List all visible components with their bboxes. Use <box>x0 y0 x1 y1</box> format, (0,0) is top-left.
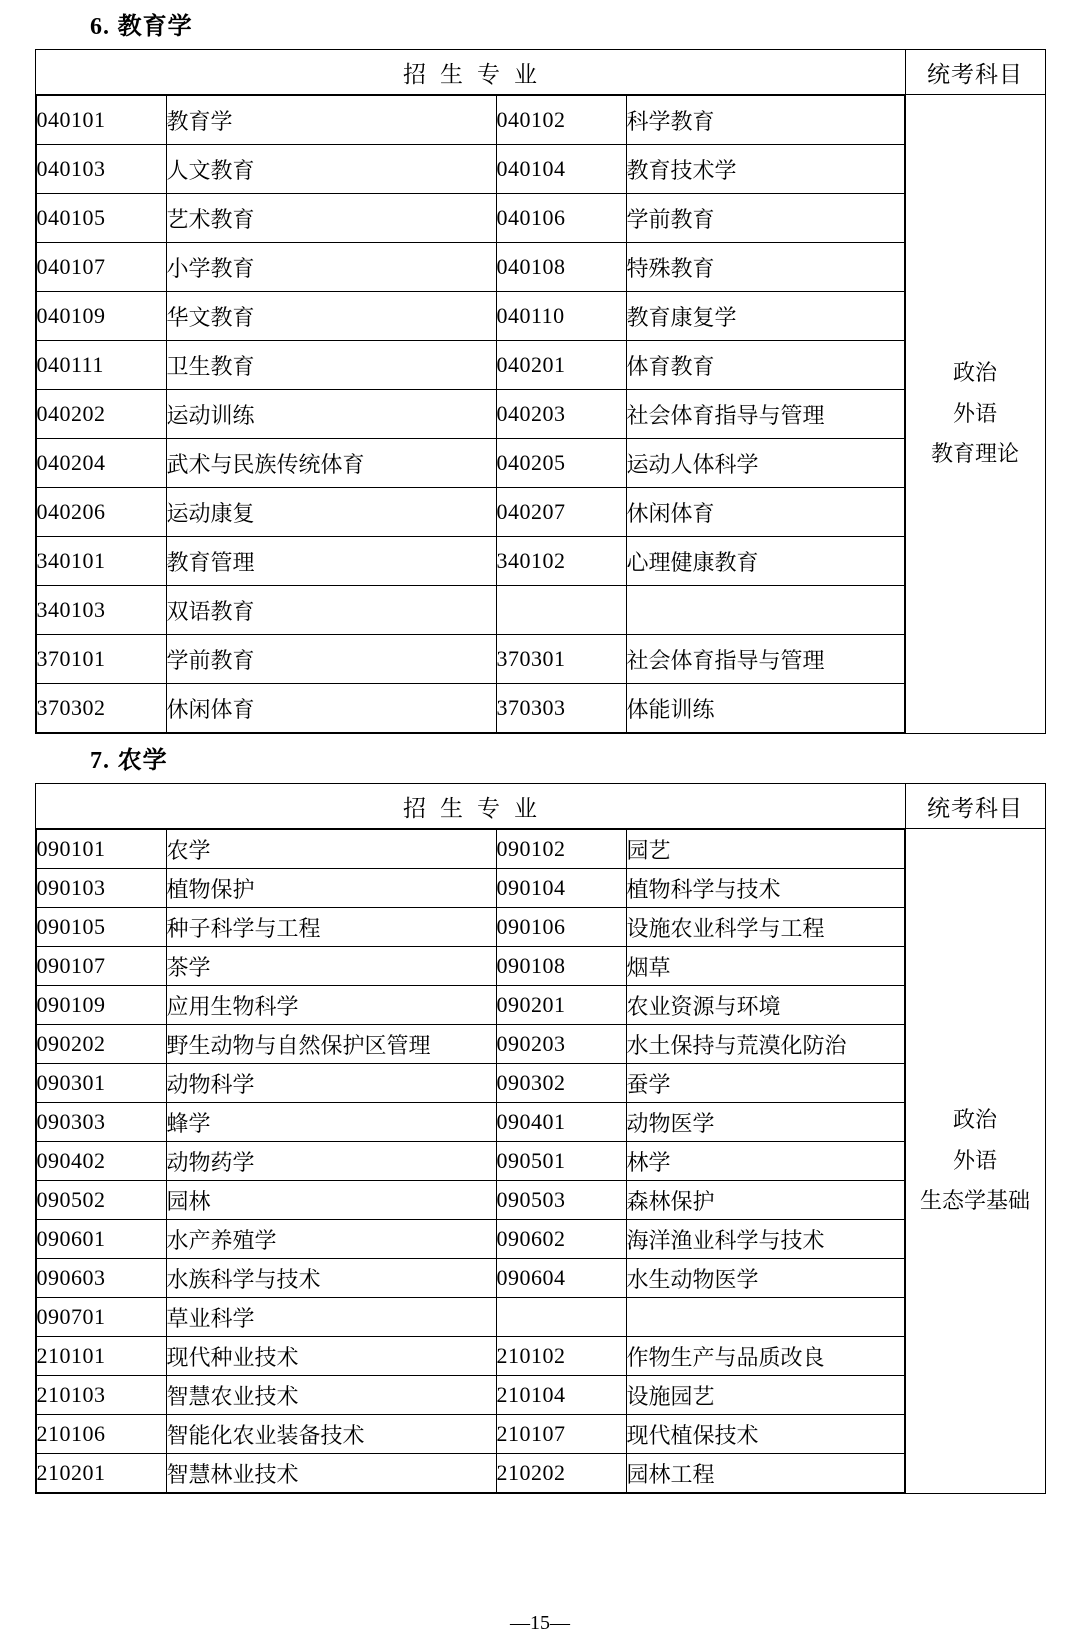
table-row <box>36 145 904 194</box>
major-code: 040105 <box>36 194 166 243</box>
section-heading-agriculture <box>18 734 1062 783</box>
major-code: 090602 <box>496 1220 626 1259</box>
major-code: 040106 <box>496 194 626 243</box>
major-name: 园艺 <box>626 830 904 869</box>
major-name: 人文教育 <box>166 145 496 194</box>
major-code: 090301 <box>36 1064 166 1103</box>
table-row <box>36 488 904 537</box>
table-row <box>36 537 904 586</box>
major-code: 090603 <box>36 1259 166 1298</box>
major-code: 040201 <box>496 341 626 390</box>
table-row <box>36 292 904 341</box>
major-code: 090202 <box>36 1025 166 1064</box>
major-name: 种子科学与工程 <box>166 908 496 947</box>
section-heading-education <box>18 0 1062 49</box>
table-row <box>36 243 904 292</box>
major-code: 210102 <box>496 1337 626 1376</box>
table-row <box>36 341 904 390</box>
major-name: 教育管理 <box>166 537 496 586</box>
major-code: 090401 <box>496 1103 626 1142</box>
subject-item: 政治 <box>952 1106 997 1132</box>
major-code: 090106 <box>496 908 626 947</box>
major-name: 学前教育 <box>166 635 496 684</box>
subject-cell <box>905 95 1045 734</box>
major-code: 090108 <box>496 947 626 986</box>
major-name: 智能化农业装备技术 <box>166 1415 496 1454</box>
major-code: 210101 <box>36 1337 166 1376</box>
major-name: 休闲体育 <box>626 488 904 537</box>
major-code: 040104 <box>496 145 626 194</box>
major-name: 海洋渔业科学与技术 <box>626 1220 904 1259</box>
major-name: 特殊教育 <box>626 243 904 292</box>
major-code: 340102 <box>496 537 626 586</box>
major-name: 作物生产与品质改良 <box>626 1337 904 1376</box>
major-code <box>496 1298 626 1337</box>
major-name: 烟草 <box>626 947 904 986</box>
major-name: 双语教育 <box>166 586 496 635</box>
table-row <box>36 96 904 145</box>
major-code: 210106 <box>36 1415 166 1454</box>
major-name: 智慧农业技术 <box>166 1376 496 1415</box>
major-code: 090501 <box>496 1142 626 1181</box>
header-majors: 招生专业 <box>35 50 905 95</box>
major-code: 340101 <box>36 537 166 586</box>
major-code: 040103 <box>36 145 166 194</box>
major-code: 090109 <box>36 986 166 1025</box>
table-row <box>36 390 904 439</box>
major-code: 040101 <box>36 96 166 145</box>
table-row <box>36 1142 904 1181</box>
major-name <box>626 586 904 635</box>
major-name: 农学 <box>166 830 496 869</box>
major-code: 090103 <box>36 869 166 908</box>
major-code: 090201 <box>496 986 626 1025</box>
major-code: 040203 <box>496 390 626 439</box>
major-name: 设施园艺 <box>626 1376 904 1415</box>
page-number: —15— <box>510 1612 570 1634</box>
major-name: 华文教育 <box>166 292 496 341</box>
major-name: 教育康复学 <box>626 292 904 341</box>
major-name: 农业资源与环境 <box>626 986 904 1025</box>
major-name: 动物科学 <box>166 1064 496 1103</box>
table-row <box>36 1259 904 1298</box>
major-name: 水土保持与荒漠化防治 <box>626 1025 904 1064</box>
major-code: 040111 <box>36 341 166 390</box>
major-code: 090107 <box>36 947 166 986</box>
subject-item: 教育理论 <box>930 441 1019 467</box>
major-code: 090104 <box>496 869 626 908</box>
major-name: 教育技术学 <box>626 145 904 194</box>
major-code: 210103 <box>36 1376 166 1415</box>
major-name: 蜂学 <box>166 1103 496 1142</box>
majors-inner-table <box>36 829 905 1493</box>
section-number: 6. <box>90 14 110 40</box>
major-name: 森林保护 <box>626 1181 904 1220</box>
table-row <box>36 1415 904 1454</box>
major-code: 370303 <box>496 684 626 733</box>
table-row <box>36 684 904 733</box>
major-name: 运动康复 <box>166 488 496 537</box>
table-row <box>36 947 904 986</box>
majors-table-agriculture <box>35 783 1046 1494</box>
major-code: 090502 <box>36 1181 166 1220</box>
table-header-row <box>35 50 1045 95</box>
table-row <box>36 830 904 869</box>
table-row <box>36 1454 904 1493</box>
major-name: 艺术教育 <box>166 194 496 243</box>
major-name: 野生动物与自然保护区管理 <box>166 1025 496 1064</box>
major-code: 040207 <box>496 488 626 537</box>
subject-item: 外语 <box>952 400 997 426</box>
major-name: 体能训练 <box>626 684 904 733</box>
major-code: 040205 <box>496 439 626 488</box>
major-code: 090105 <box>36 908 166 947</box>
table-row <box>36 1025 904 1064</box>
majors-inner-table <box>36 95 905 733</box>
major-name <box>626 1298 904 1337</box>
major-name: 心理健康教育 <box>626 537 904 586</box>
major-name: 草业科学 <box>166 1298 496 1337</box>
major-code: 210202 <box>496 1454 626 1493</box>
major-code: 370101 <box>36 635 166 684</box>
subject-cell <box>905 829 1045 1494</box>
table-row <box>36 439 904 488</box>
major-name: 运动训练 <box>166 390 496 439</box>
major-code: 090601 <box>36 1220 166 1259</box>
major-name: 园林工程 <box>626 1454 904 1493</box>
table-row <box>36 1181 904 1220</box>
major-code: 090303 <box>36 1103 166 1142</box>
major-name: 武术与民族传统体育 <box>166 439 496 488</box>
header-majors: 招生专业 <box>35 784 905 829</box>
major-name: 设施农业科学与工程 <box>626 908 904 947</box>
table-body-row <box>35 95 1045 734</box>
major-code: 040107 <box>36 243 166 292</box>
major-name: 蚕学 <box>626 1064 904 1103</box>
subject-item: 政治 <box>952 359 997 385</box>
header-subject: 统考科目 <box>905 50 1045 95</box>
table-row <box>36 1103 904 1142</box>
major-name: 社会体育指导与管理 <box>626 390 904 439</box>
major-code: 370302 <box>36 684 166 733</box>
table-row <box>36 635 904 684</box>
majors-cell <box>35 95 905 734</box>
major-name: 动物药学 <box>166 1142 496 1181</box>
major-code: 370301 <box>496 635 626 684</box>
table-row <box>36 1298 904 1337</box>
majors-cell <box>35 829 905 1494</box>
major-name: 水生动物医学 <box>626 1259 904 1298</box>
major-name: 园林 <box>166 1181 496 1220</box>
header-subject: 统考科目 <box>905 784 1045 829</box>
major-code: 040204 <box>36 439 166 488</box>
major-code: 090102 <box>496 830 626 869</box>
major-name: 学前教育 <box>626 194 904 243</box>
table-row <box>36 1337 904 1376</box>
major-code: 040206 <box>36 488 166 537</box>
major-name: 教育学 <box>166 96 496 145</box>
major-name: 植物保护 <box>166 869 496 908</box>
table-row <box>36 908 904 947</box>
section-title-text: 教育学 <box>117 13 193 40</box>
major-name: 现代种业技术 <box>166 1337 496 1376</box>
major-name: 现代植保技术 <box>626 1415 904 1454</box>
major-code: 040108 <box>496 243 626 292</box>
majors-table-education <box>35 49 1046 734</box>
major-code: 210104 <box>496 1376 626 1415</box>
table-row <box>36 1064 904 1103</box>
major-name: 运动人体科学 <box>626 439 904 488</box>
major-name: 应用生物科学 <box>166 986 496 1025</box>
section-number: 7. <box>90 748 110 774</box>
table-row <box>36 869 904 908</box>
section-title-text: 农学 <box>117 747 168 774</box>
major-code: 210107 <box>496 1415 626 1454</box>
major-code: 090302 <box>496 1064 626 1103</box>
major-name: 水族科学与技术 <box>166 1259 496 1298</box>
major-name: 智慧林业技术 <box>166 1454 496 1493</box>
major-name: 社会体育指导与管理 <box>626 635 904 684</box>
major-name: 茶学 <box>166 947 496 986</box>
major-code: 340103 <box>36 586 166 635</box>
major-code: 090402 <box>36 1142 166 1181</box>
major-code: 040102 <box>496 96 626 145</box>
table-row <box>36 986 904 1025</box>
table-body-row <box>35 829 1045 1494</box>
table-header-row <box>35 784 1045 829</box>
subject-item: 生态学基础 <box>919 1188 1030 1214</box>
major-code <box>496 586 626 635</box>
major-code: 210201 <box>36 1454 166 1493</box>
major-name: 植物科学与技术 <box>626 869 904 908</box>
major-name: 林学 <box>626 1142 904 1181</box>
major-name: 水产养殖学 <box>166 1220 496 1259</box>
table-row <box>36 1220 904 1259</box>
major-code: 090203 <box>496 1025 626 1064</box>
table-row <box>36 586 904 635</box>
major-code: 090701 <box>36 1298 166 1337</box>
major-name: 动物医学 <box>626 1103 904 1142</box>
major-code: 040110 <box>496 292 626 341</box>
table-row <box>36 1376 904 1415</box>
major-code: 090503 <box>496 1181 626 1220</box>
subject-item: 外语 <box>952 1147 997 1173</box>
major-name: 卫生教育 <box>166 341 496 390</box>
major-code: 040202 <box>36 390 166 439</box>
major-code: 040109 <box>36 292 166 341</box>
major-code: 090101 <box>36 830 166 869</box>
major-name: 小学教育 <box>166 243 496 292</box>
major-name: 休闲体育 <box>166 684 496 733</box>
table-row <box>36 194 904 243</box>
major-name: 体育教育 <box>626 341 904 390</box>
major-name: 科学教育 <box>626 96 904 145</box>
major-code: 090604 <box>496 1259 626 1298</box>
